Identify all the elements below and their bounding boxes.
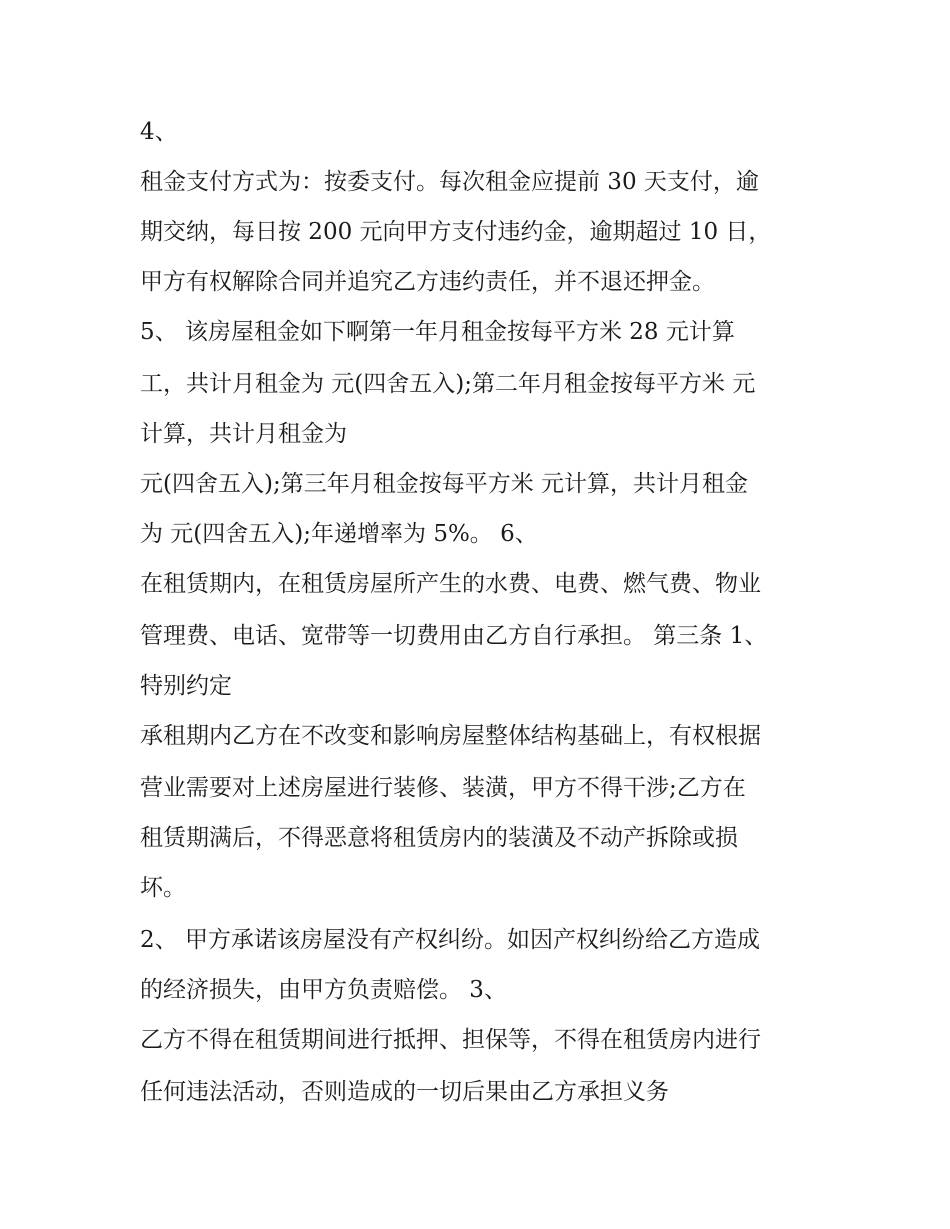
text-line: 承租期内乙方在不改变和影响房屋整体结构基础上，有权根据 [140,723,761,749]
text-line: 为 元(四舍五入);年递增率为 5%。 6、 [140,521,538,547]
text-line: 5、 该房屋租金如下啊第一年月租金按每平方米 28 元计算 [140,319,735,345]
text-line: 任何违法活动，否则造成的一切后果由乙方承担义务 [140,1079,669,1105]
text-line: 租金支付方式为：按委支付。每次租金应提前 30 天支付，逾 [140,169,759,195]
text-line: 4、 [140,119,178,145]
text-line: 在租赁期内，在租赁房屋所产生的水费、电费、燃气费、物业 [140,571,761,597]
text-line: 的经济损失，由甲方负责赔偿。 3、 [140,977,507,1003]
text-line: 营业需要对上述房屋进行装修、装潢，甲方不得干涉;乙方在 [140,775,746,801]
text-line: 工，共计月租金为 元(四舍五入);第二年月租金按每平方米 元 [140,371,756,397]
text-line: 计算，共计月租金为 [140,421,347,447]
text-line: 特别约定 [140,673,232,699]
text-line: 甲方有权解除合同并追究乙方违约责任，并不退还押金。 [140,269,715,295]
text-line: 乙方不得在租赁期间进行抵押、担保等，不得在租赁房内进行 [140,1027,761,1053]
text-line: 2、 甲方承诺该房屋没有产权纠纷。如因产权纠纷给乙方造成 [140,927,760,953]
text-line: 期交纳，每日按 200 元向甲方支付违约金，逾期超过 10 日， [140,219,772,245]
text-line: 管理费、电话、宽带等一切费用由乙方自行承担。 第三条 1、 [140,623,768,649]
text-line: 租赁期满后，不得恶意将租赁房内的装潢及不动产拆除或损 [140,825,738,851]
text-line: 坏。 [140,875,186,901]
text-line: 元(四舍五入);第三年月租金按每平方米 元计算，共计月租金 [140,471,749,497]
